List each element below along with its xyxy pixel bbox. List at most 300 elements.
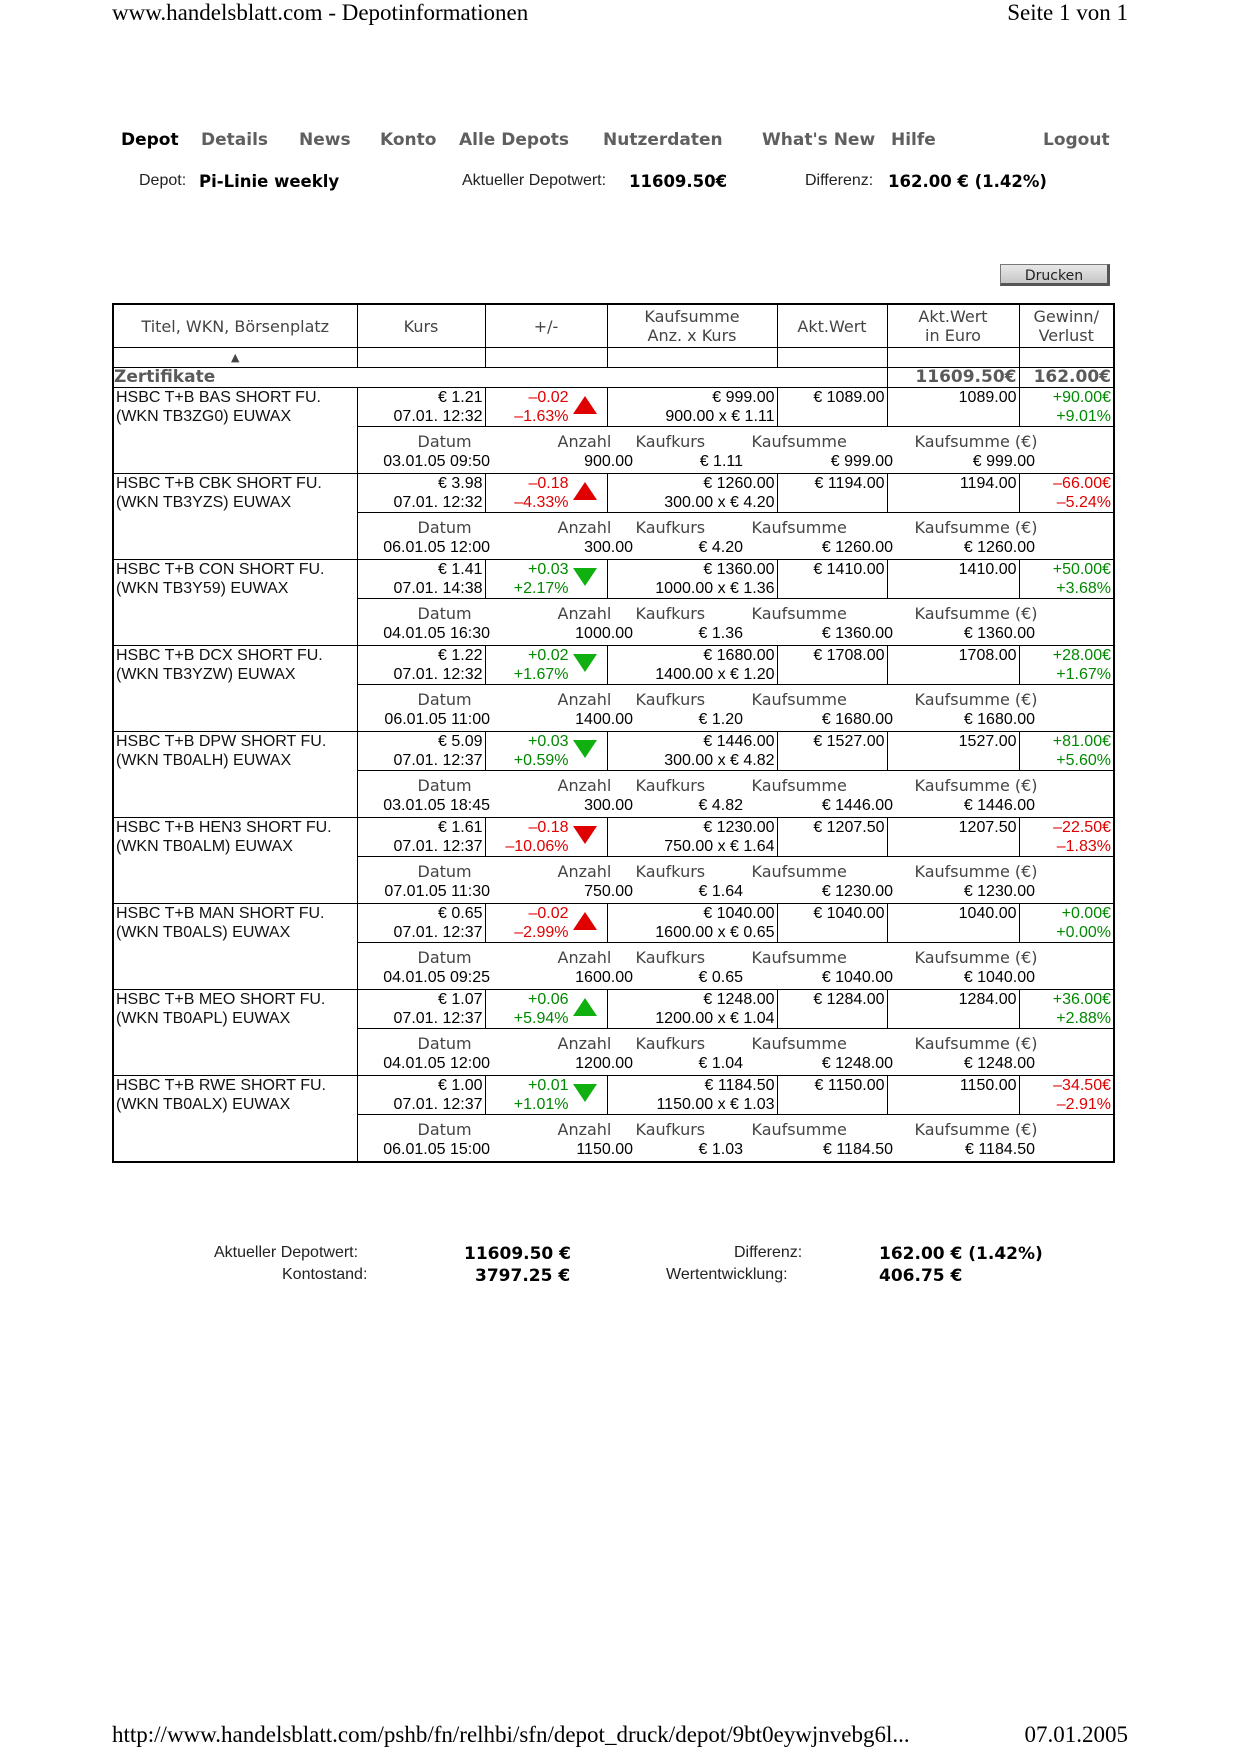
sort-cell (485, 348, 607, 368)
col-header-akt-wert[interactable]: Akt.Wert (777, 304, 887, 348)
gewinn-cell (1019, 474, 1114, 513)
akt-wert-euro-cell (887, 904, 1019, 943)
print-footer-date: 07.01.2005 (1024, 1722, 1128, 1747)
detail-kaufsumme: € 1260.00 (821, 539, 893, 556)
detail-header-kaufsumme: Kaufsumme (751, 1034, 847, 1053)
kaufsumme-value: € 1230.00 (703, 819, 775, 836)
kaufsumme-cell (607, 560, 777, 599)
summary-depotwert: 11609.50 € (464, 1244, 572, 1264)
akt-wert-value: € 1708.00 (813, 647, 885, 664)
kurs-cell (357, 560, 485, 599)
kurs-value: € 1.41 (438, 561, 483, 578)
table-row (113, 732, 1114, 771)
akt-wert-value: € 1207.50 (813, 819, 885, 836)
diff-cell (485, 732, 607, 771)
akt-wert-cell (777, 732, 887, 771)
detail-cell (357, 1115, 1114, 1163)
nav-news[interactable]: News (299, 130, 351, 150)
detail-header-kaufsumme-eur: Kaufsumme (€) (914, 1034, 1038, 1053)
detail-header-kaufsumme: Kaufsumme (751, 432, 847, 451)
section-row (113, 368, 1114, 388)
detail-cell (357, 943, 1114, 990)
position-name: HSBC T+B CON SHORT FU. (116, 561, 325, 578)
gewinn-percent: +5.60% (1056, 752, 1111, 769)
kaufsumme-cell (607, 646, 777, 685)
diff-percent: +2.17% (513, 580, 569, 597)
kurs-cell (357, 388, 485, 427)
kurs-cell (357, 990, 485, 1029)
detail-header-anzahl: Anzahl (557, 776, 612, 795)
diff-percent: +1.67% (513, 666, 569, 683)
akt-wert-euro-value: 1089.00 (958, 389, 1017, 406)
kurs-value: € 0.65 (438, 905, 483, 922)
detail-header-kaufsumme: Kaufsumme (751, 776, 847, 795)
detail-header-kaufsumme-eur: Kaufsumme (€) (914, 604, 1038, 623)
detail-kaufkurs: € 4.20 (698, 539, 743, 556)
gewinn-percent: +1.67% (1056, 666, 1111, 683)
akt-wert-euro-cell (887, 990, 1019, 1029)
akt-wert-cell (777, 818, 887, 857)
gewinn-value: –22.50€ (1053, 819, 1111, 836)
gewinn-value: +0.00€ (1061, 905, 1111, 922)
diff-value: +0.01 (528, 1077, 569, 1094)
detail-header-datum: Datum (417, 604, 472, 623)
position-wkn: (WKN TB3YZW) EUWAX (116, 666, 296, 683)
detail-header-datum: Datum (417, 432, 472, 451)
kaufsumme-cell (607, 818, 777, 857)
kurs-value: € 1.00 (438, 1077, 483, 1094)
detail-cell (357, 771, 1114, 818)
gewinn-value: –66.00€ (1053, 475, 1111, 492)
position-wkn: (WKN TB0ALM) EUWAX (116, 838, 293, 855)
detail-header-kaufsumme-eur: Kaufsumme (€) (914, 690, 1038, 709)
akt-wert-cell (777, 388, 887, 427)
detail-kaufsumme: € 999.00 (830, 453, 893, 470)
akt-wert-euro-cell (887, 818, 1019, 857)
kaufsumme-cell (607, 904, 777, 943)
akt-wert-value: € 1150.00 (814, 1077, 885, 1094)
gewinn-cell (1019, 904, 1114, 943)
summary-wertentwicklung: 406.75 € (879, 1266, 963, 1286)
kaufsumme-cell (607, 1076, 777, 1115)
detail-header-datum: Datum (417, 690, 472, 709)
trend-up-icon (573, 912, 597, 930)
akt-wert-value: € 1194.00 (814, 475, 885, 492)
detail-header-kaufsumme: Kaufsumme (751, 1120, 847, 1139)
position-wkn: (WKN TB0ALS) EUWAX (116, 924, 291, 941)
trend-up-icon (573, 396, 597, 414)
sort-row (113, 348, 1114, 368)
detail-datum: 04.01.05 12:00 (383, 1055, 490, 1072)
table-row (113, 474, 1114, 513)
kurs-time: 07.01. 12:32 (393, 666, 483, 683)
position-wkn: (WKN TB3YZS) EUWAX (116, 494, 292, 511)
detail-kaufsumme-eur: € 1680.00 (963, 711, 1035, 728)
sort-cell (777, 348, 887, 368)
detail-header-kaufsumme-eur: Kaufsumme (€) (914, 518, 1038, 537)
col-header-plusminus[interactable]: +/- (485, 304, 607, 348)
print-footer-url[interactable]: http://www.handelsblatt.com/pshb/fn/relhbi/sfn/depot_druck/depot/9bt0eywjnvebg6l... (112, 1722, 910, 1747)
diff-cell (485, 904, 607, 943)
table-row (113, 560, 1114, 599)
gewinn-percent: –2.91% (1056, 1096, 1111, 1113)
depot-name: Pi-Linie weekly (199, 172, 340, 191)
detail-datum: 06.01.05 11:00 (384, 711, 490, 728)
gewinn-percent: +2.88% (1056, 1010, 1111, 1027)
detail-anzahl: 900.00 (584, 453, 633, 470)
position-wkn: (WKN TB0APL) EUWAX (116, 1010, 291, 1027)
kaufsumme-value: € 1260.00 (703, 475, 775, 492)
kaufsumme-cell (607, 388, 777, 427)
nav-logout[interactable]: Logout (1043, 130, 1110, 150)
detail-kaufkurs: € 4.82 (698, 797, 743, 814)
detail-header-datum: Datum (417, 518, 472, 537)
akt-wert-cell (777, 646, 887, 685)
sort-ascending-icon[interactable]: ▲ (113, 348, 357, 368)
detail-cell (357, 427, 1114, 474)
position-wkn: (WKN TB3ZG0) EUWAX (116, 408, 292, 425)
kurs-cell (357, 904, 485, 943)
print-header-title: www.handelsblatt.com - Depotinformationen (112, 0, 529, 25)
detail-kaufsumme: € 1040.00 (821, 969, 893, 986)
diff-value: +0.03 (528, 733, 569, 750)
main-nav (121, 130, 1121, 154)
detail-header-kaufkurs: Kaufkurs (635, 1034, 706, 1053)
kurs-value: € 3.98 (438, 475, 483, 492)
gewinn-percent: –5.24% (1056, 494, 1111, 511)
akt-wert-euro-value: 1150.00 (959, 1077, 1017, 1094)
detail-kaufkurs: € 1.20 (698, 711, 743, 728)
detail-anzahl: 1150.00 (576, 1141, 633, 1158)
detail-datum: 03.01.05 18:45 (383, 797, 490, 814)
gewinn-cell (1019, 646, 1114, 685)
detail-cell (357, 1029, 1114, 1076)
gewinn-percent: –1.83% (1056, 838, 1111, 855)
akt-wert-euro-value: 1527.00 (958, 733, 1017, 750)
gewinn-value: –34.50€ (1053, 1077, 1111, 1094)
col-header-kurs[interactable]: Kurs (357, 304, 485, 348)
kurs-cell (357, 646, 485, 685)
gewinn-cell (1019, 388, 1114, 427)
detail-header-kaufsumme-eur: Kaufsumme (€) (914, 948, 1038, 967)
trend-down-icon (573, 1084, 597, 1102)
gewinn-value: +81.00€ (1052, 733, 1111, 750)
kurs-value: € 5.09 (438, 733, 483, 750)
col-header-akt-wert-euro-2: in Euro (925, 326, 981, 345)
depot-table (112, 303, 1115, 1163)
detail-kaufsumme-eur: € 1248.00 (963, 1055, 1035, 1072)
kaufsumme-cell (607, 990, 777, 1029)
akt-wert-euro-value: 1207.50 (958, 819, 1017, 836)
detail-cell (357, 857, 1114, 904)
gewinn-percent: +3.68% (1056, 580, 1111, 597)
diff-value: –0.18 (528, 819, 569, 836)
position-title[interactable] (113, 560, 357, 646)
kaufsumme-value: € 1248.00 (703, 991, 775, 1008)
diff-value: –0.18 (528, 475, 569, 492)
table-row (113, 990, 1114, 1029)
kaufsumme-cell (607, 474, 777, 513)
detail-header-datum: Datum (417, 948, 472, 967)
trend-down-icon (573, 654, 597, 672)
detail-kaufsumme-eur: € 1260.00 (963, 539, 1035, 556)
sort-cell (357, 348, 485, 368)
kaufsumme-cell (607, 732, 777, 771)
detail-header-kaufsumme-eur: Kaufsumme (€) (914, 432, 1038, 451)
diff-value: –0.02 (528, 905, 569, 922)
kurs-cell (357, 1076, 485, 1115)
detail-anzahl: 1400.00 (575, 711, 633, 728)
detail-header-anzahl: Anzahl (557, 690, 612, 709)
detail-header-kaufsumme-eur: Kaufsumme (€) (914, 862, 1038, 881)
print-header (112, 0, 1128, 26)
position-title[interactable] (113, 904, 357, 990)
kurs-time: 07.01. 12:32 (393, 408, 483, 425)
position-title[interactable] (113, 990, 357, 1076)
diff-value: +0.03 (528, 561, 569, 578)
col-header-gewinn-1: Gewinn/ (1033, 307, 1099, 326)
detail-kaufkurs: € 1.03 (698, 1141, 743, 1158)
kurs-value: € 1.21 (438, 389, 483, 406)
nav-hilfe[interactable]: Hilfe (891, 130, 936, 150)
position-name: HSBC T+B RWE SHORT FU. (116, 1077, 326, 1094)
anz-kurs-value: 300.00 x € 4.82 (664, 752, 775, 769)
gewinn-percent: +9.01% (1056, 408, 1111, 425)
col-header-anz-kurs-label: Anz. x Kurs (647, 326, 737, 345)
col-header-kaufsumme[interactable] (607, 304, 777, 348)
anz-kurs-value: 1600.00 x € 0.65 (655, 924, 775, 941)
position-name: HSBC T+B DCX SHORT FU. (116, 647, 323, 664)
akt-wert-value: € 1410.00 (813, 561, 885, 578)
diff-percent: +0.59% (513, 752, 569, 769)
akt-wert-euro-value: 1410.00 (958, 561, 1017, 578)
sort-cell (607, 348, 777, 368)
drucken-button[interactable]: Drucken (1000, 264, 1110, 286)
kaufsumme-value: € 1040.00 (703, 905, 775, 922)
akt-wert-cell (777, 1076, 887, 1115)
table-header-row (113, 304, 1114, 348)
position-name: HSBC T+B DPW SHORT FU. (116, 733, 327, 750)
detail-datum: 03.01.05 09:50 (383, 453, 490, 470)
detail-header-anzahl: Anzahl (557, 862, 612, 881)
akt-wert-euro-value: 1284.00 (958, 991, 1017, 1008)
detail-header-datum: Datum (417, 776, 472, 795)
detail-kaufsumme-eur: € 1360.00 (963, 625, 1035, 642)
position-title[interactable] (113, 1076, 357, 1163)
diff-cell (485, 388, 607, 427)
diff-percent: –1.63% (514, 408, 569, 425)
sort-cell (1019, 348, 1114, 368)
detail-datum: 04.01.05 16:30 (383, 625, 490, 642)
summary-differenz-label: Differenz: (734, 1244, 803, 1261)
akt-wert-value: € 1527.00 (813, 733, 885, 750)
detail-kaufsumme: € 1680.00 (821, 711, 893, 728)
detail-kaufkurs: € 1.11 (699, 453, 743, 470)
gewinn-cell (1019, 1076, 1114, 1115)
akt-wert-euro-cell (887, 1076, 1019, 1115)
nav-details[interactable]: Details (201, 130, 269, 150)
position-title[interactable] (113, 732, 357, 818)
detail-header-kaufsumme: Kaufsumme (751, 948, 847, 967)
detail-kaufsumme: € 1446.00 (821, 797, 893, 814)
position-title[interactable] (113, 646, 357, 732)
kurs-value: € 1.07 (438, 991, 483, 1008)
detail-datum: 04.01.05 09:25 (383, 969, 490, 986)
detail-header-anzahl: Anzahl (557, 1120, 612, 1139)
kaufsumme-value: € 1360.00 (703, 561, 775, 578)
diff-cell (485, 646, 607, 685)
detail-kaufsumme: € 1360.00 (821, 625, 893, 642)
detail-anzahl: 1200.00 (575, 1055, 633, 1072)
col-header-titel[interactable]: Titel, WKN, Börsenplatz (113, 304, 357, 348)
diff-percent: –10.06% (505, 838, 569, 855)
detail-kaufsumme-eur: € 1446.00 (963, 797, 1035, 814)
trend-down-icon (573, 568, 597, 586)
detail-kaufsumme-eur: € 1040.00 (963, 969, 1035, 986)
akt-wert-cell (777, 474, 887, 513)
akt-wert-euro-value: 1708.00 (958, 647, 1017, 664)
detail-header-kaufsumme-eur: Kaufsumme (€) (914, 1120, 1038, 1139)
section-name: Zertifikate (113, 368, 887, 388)
gewinn-value: +28.00€ (1052, 647, 1111, 664)
col-header-akt-wert-euro[interactable] (887, 304, 1019, 348)
detail-cell (357, 513, 1114, 560)
position-name: HSBC T+B BAS SHORT FU. (116, 389, 321, 406)
gewinn-value: +50.00€ (1052, 561, 1111, 578)
akt-wert-euro-cell (887, 474, 1019, 513)
akt-wert-value: € 1089.00 (813, 389, 885, 406)
kurs-time: 07.01. 12:37 (393, 924, 483, 941)
diff-percent: –4.33% (514, 494, 569, 511)
kurs-value: € 1.22 (438, 647, 483, 664)
depot-label: Depot: (139, 172, 187, 189)
akt-wert-value: € 1040.00 (813, 905, 885, 922)
depot-info (121, 172, 1121, 196)
position-name: HSBC T+B CBK SHORT FU. (116, 475, 322, 492)
detail-kaufkurs: € 1.36 (698, 625, 743, 642)
kaufsumme-value: € 1680.00 (703, 647, 775, 664)
kurs-cell (357, 732, 485, 771)
detail-header-anzahl: Anzahl (557, 518, 612, 537)
position-title[interactable] (113, 388, 357, 474)
detail-anzahl: 300.00 (584, 539, 633, 556)
summary-differenz: 162.00 € (1.42%) (879, 1244, 1043, 1264)
nav-konto[interactable]: Konto (380, 130, 437, 150)
detail-header-kaufkurs: Kaufkurs (635, 862, 706, 881)
position-wkn: (WKN TB3Y59) EUWAX (116, 580, 289, 597)
gewinn-cell (1019, 818, 1114, 857)
detail-kaufsumme-eur: € 999.00 (972, 453, 1035, 470)
akt-wert-euro-value: 1194.00 (959, 475, 1017, 492)
sort-cell (887, 348, 1019, 368)
diff-value: +0.06 (528, 991, 569, 1008)
col-header-gewinn[interactable] (1019, 304, 1114, 348)
kurs-time: 07.01. 12:37 (393, 838, 483, 855)
detail-anzahl: 750.00 (584, 883, 633, 900)
position-wkn: (WKN TB0ALX) EUWAX (116, 1096, 291, 1113)
detail-header-anzahl: Anzahl (557, 948, 612, 967)
kurs-cell (357, 818, 485, 857)
nav-alle-depots[interactable]: Alle Depots (459, 130, 569, 150)
table-row (113, 1076, 1114, 1115)
col-header-gewinn-2: Verlust (1038, 326, 1094, 345)
detail-kaufkurs: € 1.64 (698, 883, 743, 900)
detail-datum: 06.01.05 12:00 (383, 539, 490, 556)
detail-anzahl: 1600.00 (575, 969, 633, 986)
akt-wert-cell (777, 990, 887, 1029)
detail-header-kaufkurs: Kaufkurs (635, 948, 706, 967)
anz-kurs-value: 1150.00 x € 1.03 (656, 1096, 775, 1113)
detail-header-kaufkurs: Kaufkurs (635, 604, 706, 623)
table-row (113, 646, 1114, 685)
table-row (113, 904, 1114, 943)
detail-header-kaufsumme: Kaufsumme (751, 518, 847, 537)
akt-wert-value: € 1284.00 (813, 991, 885, 1008)
diff-cell (485, 990, 607, 1029)
detail-kaufsumme: € 1248.00 (821, 1055, 893, 1072)
anz-kurs-value: 750.00 x € 1.64 (664, 838, 775, 855)
position-name: HSBC T+B HEN3 SHORT FU. (116, 819, 332, 836)
gewinn-percent: +0.00% (1056, 924, 1111, 941)
detail-header-kaufsumme: Kaufsumme (751, 862, 847, 881)
detail-header-kaufkurs: Kaufkurs (635, 1120, 706, 1139)
col-header-kaufsumme-label: Kaufsumme (644, 307, 740, 326)
diff-value: –0.02 (528, 389, 569, 406)
detail-header-kaufkurs: Kaufkurs (635, 776, 706, 795)
anz-kurs-value: 1400.00 x € 1.20 (655, 666, 775, 683)
position-title[interactable] (113, 474, 357, 560)
summary-konto: 3797.25 € (475, 1266, 571, 1286)
gewinn-value: +90.00€ (1052, 389, 1111, 406)
detail-kaufsumme: € 1184.50 (823, 1141, 893, 1158)
detail-header-kaufkurs: Kaufkurs (635, 432, 706, 451)
diff-cell (485, 560, 607, 599)
diff-cell (485, 1076, 607, 1115)
kurs-time: 07.01. 12:37 (393, 1096, 483, 1113)
differenz-value: 162.00 € (1.42%) (888, 172, 1047, 191)
section-wert: 11609.50€ (887, 368, 1019, 388)
nav-nutzerdaten[interactable]: Nutzerdaten (603, 130, 723, 150)
kaufsumme-value: € 1446.00 (703, 733, 775, 750)
akt-wert-euro-cell (887, 646, 1019, 685)
anz-kurs-value: 900.00 x € 1.11 (665, 408, 775, 425)
nav-depot[interactable]: Depot (121, 130, 179, 150)
akt-wert-euro-cell (887, 560, 1019, 599)
summary (112, 1244, 1113, 1294)
summary-wertentwicklung-label: Wertentwicklung: (666, 1266, 788, 1283)
col-header-akt-wert-euro-1: Akt.Wert (918, 307, 988, 326)
detail-datum: 06.01.05 15:00 (383, 1141, 490, 1158)
detail-cell (357, 599, 1114, 646)
position-title[interactable] (113, 818, 357, 904)
diff-cell (485, 818, 607, 857)
kurs-value: € 1.61 (438, 819, 483, 836)
summary-depotwert-label: Aktueller Depotwert: (214, 1244, 359, 1261)
trend-up-icon (573, 482, 597, 500)
akt-wert-euro-cell (887, 388, 1019, 427)
kurs-time: 07.01. 12:37 (393, 1010, 483, 1027)
diff-percent: +1.01% (513, 1096, 569, 1113)
section-gewinn: 162.00€ (1019, 368, 1114, 388)
nav-whats-new[interactable]: What's New (762, 130, 876, 150)
anz-kurs-value: 300.00 x € 4.20 (664, 494, 775, 511)
kurs-cell (357, 474, 485, 513)
akt-wert-euro-value: 1040.00 (958, 905, 1017, 922)
akt-wert-euro-cell (887, 732, 1019, 771)
detail-kaufsumme-eur: € 1230.00 (963, 883, 1035, 900)
detail-header-anzahl: Anzahl (557, 1034, 612, 1053)
detail-header-datum: Datum (417, 862, 472, 881)
